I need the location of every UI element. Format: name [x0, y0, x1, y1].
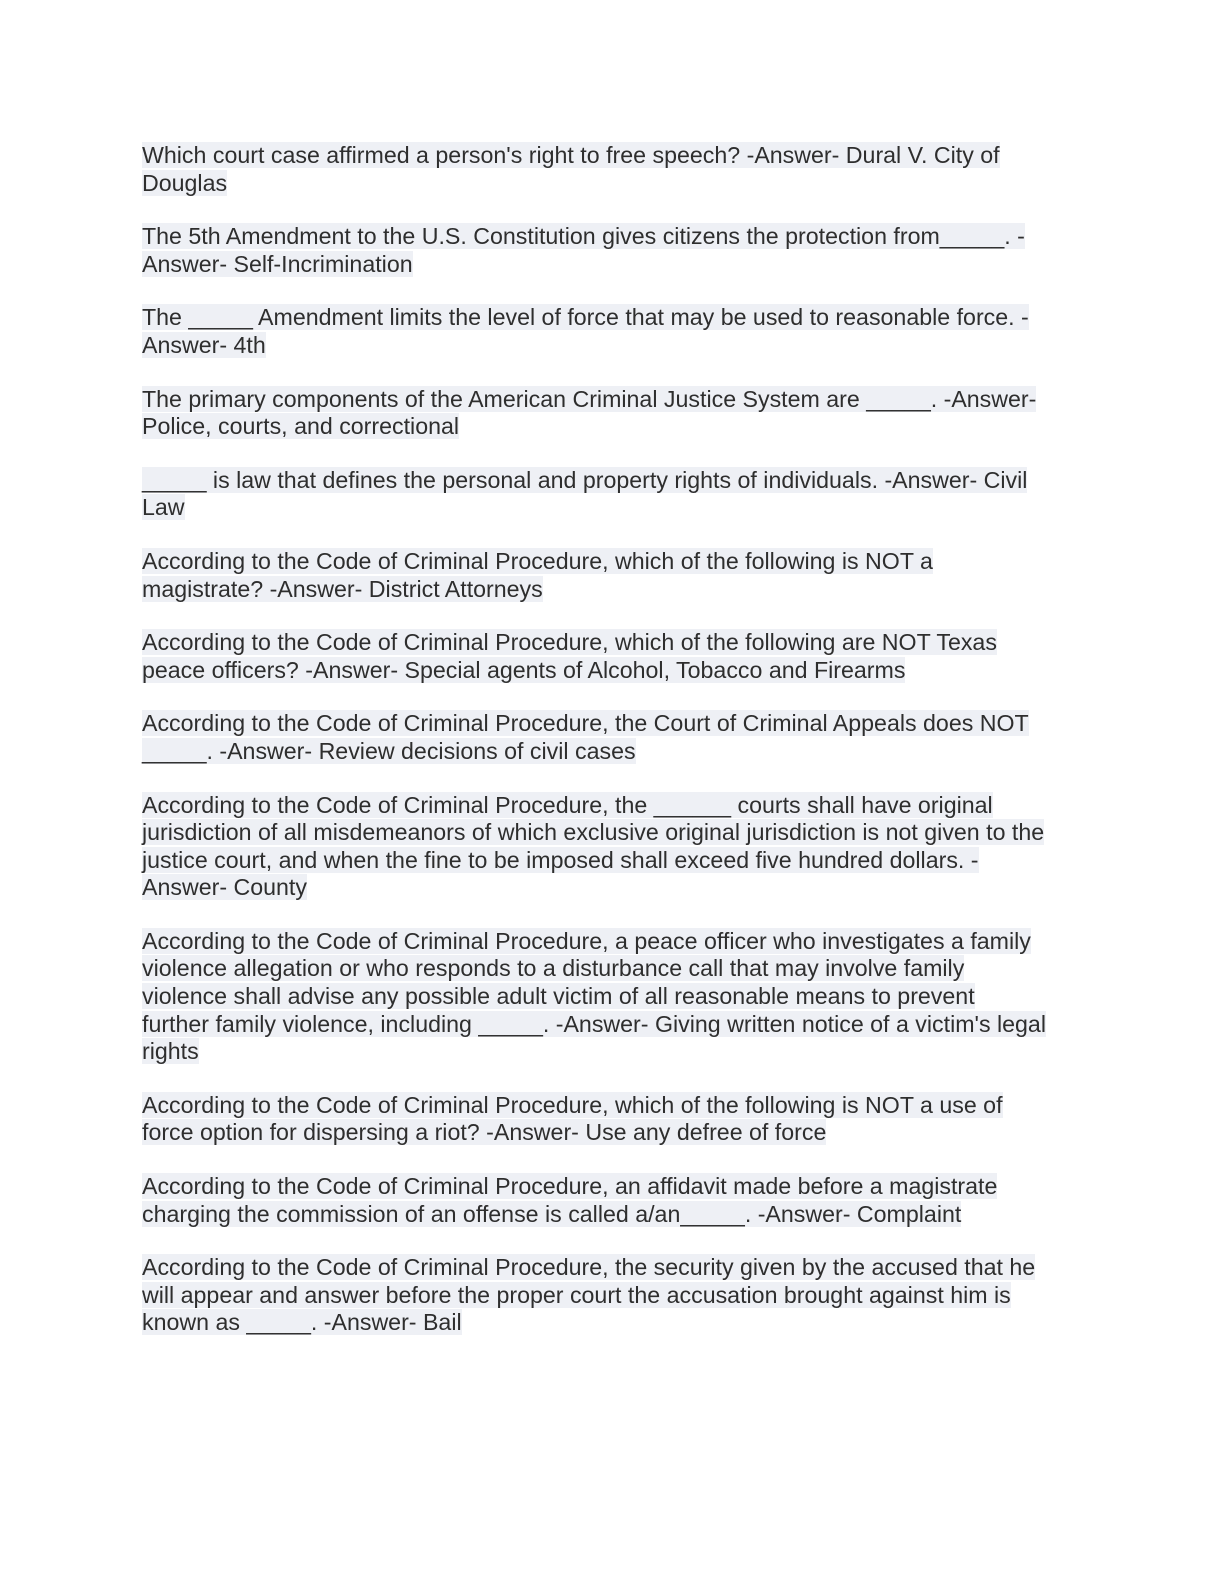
- qa-text: The _____ Amendment limits the level of force that may be used to reasonable force. - Answer- 4th: [142, 304, 1029, 358]
- qa-text: According to the Code of Criminal Procedure, the Court of Criminal Appeals does NOT _____. -Answer- Review decisions of civil cases: [142, 710, 1029, 764]
- qa-text: According to the Code of Criminal Procedure, which of the following are NOT Texas peace officers? -Answer- Special agents of Alcohol, Tobacco and Firearms: [142, 629, 997, 683]
- qa-item-3: [142, 304, 1082, 359]
- qa-item-1: [142, 142, 1082, 197]
- qa-item-8: [142, 710, 1082, 765]
- qa-item-5: [142, 467, 1082, 522]
- qa-item-7: [142, 629, 1082, 684]
- qa-item-10: [142, 928, 1082, 1066]
- qa-text: According to the Code of Criminal Procedure, which of the following is NOT a magistrate? -Answer- District Attorneys: [142, 547, 933, 602]
- qa-item-12: [142, 1173, 1082, 1228]
- qa-item-4: [142, 386, 1082, 441]
- qa-text: According to the Code of Criminal Procedure, an affidavit made before a magistrate charging the commission of an offense is called a/an_____. -Answer- Complaint: [142, 1173, 998, 1227]
- qa-text: According to the Code of Criminal Procedure, which of the following is NOT a use of force option for dispersing a riot? -Answer- Use any defree of force: [142, 1091, 1003, 1146]
- qa-item-11: [142, 1092, 1082, 1147]
- document-body: [142, 142, 1082, 1363]
- qa-text: According to the Code of Criminal Procedure, a peace officer who investigates a family violence allegation or who responds to a disturbance call that may involve family violence shall advise any possible adult victim of all reasonable means to prevent further family violence, including _____. -Answer- Giving written notice of a victim's legal rights: [142, 927, 1046, 1065]
- qa-item-2: [142, 223, 1082, 278]
- qa-item-13: [142, 1254, 1082, 1337]
- qa-text: _____ is law that defines the personal and property rights of individuals. -Answer- Civil Law: [142, 466, 1028, 521]
- qa-text: The primary components of the American Criminal Justice System are _____. -Answer- Police, courts, and correctional: [142, 385, 1037, 440]
- qa-text: Which court case affirmed a person's right to free speech? -Answer- Dural V. City of Douglas: [142, 142, 1000, 196]
- qa-text: The 5th Amendment to the U.S. Constitution gives citizens the protection from_____. - Answer- Self-Incrimination: [142, 223, 1025, 277]
- qa-text: According to the Code of Criminal Procedure, the ______ courts shall have original jurisdiction of all misdemeanors of which exclusive original jurisdiction is not given to the justice court, and when the fine to be imposed shall exceed five hundred dollars. - Answer- County: [142, 791, 1045, 901]
- qa-item-6: [142, 548, 1082, 603]
- qa-text: According to the Code of Criminal Procedure, the security given by the accused that he will appear and answer before the proper court the accusation brought against him is known as _____. -Answer- Bail: [142, 1254, 1036, 1336]
- qa-item-9: [142, 792, 1082, 902]
